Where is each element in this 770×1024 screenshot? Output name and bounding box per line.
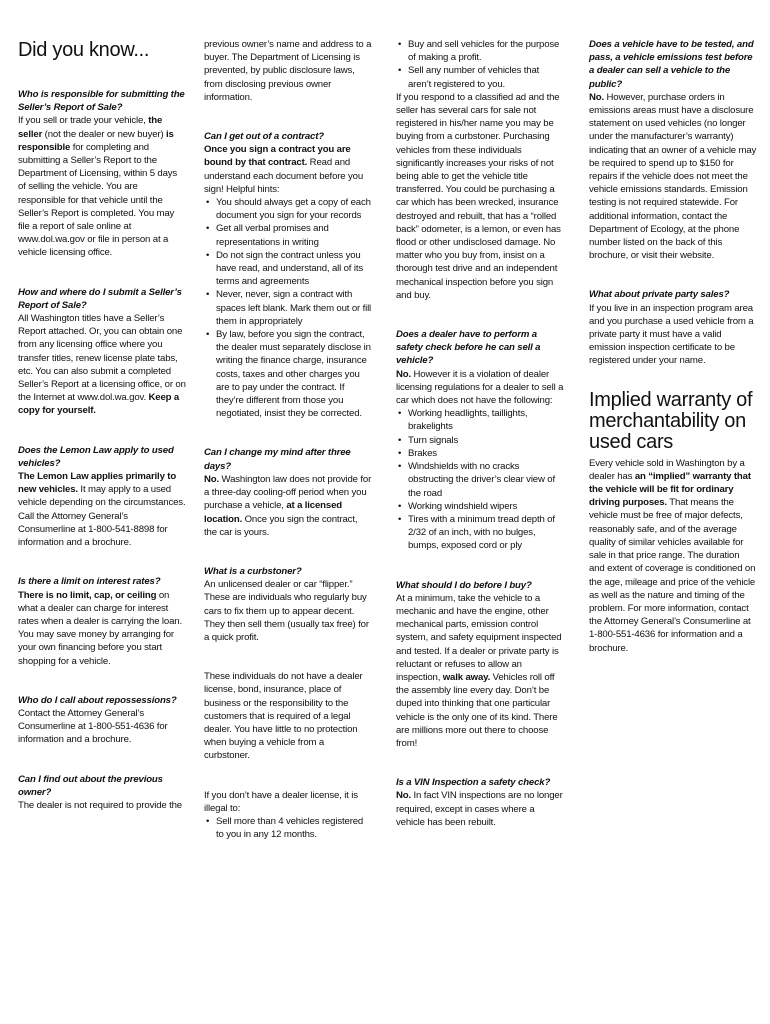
question-safety-check: Does a dealer have to perform a safety check before he can sell a vehicle? xyxy=(396,329,541,367)
question-private-party: What about private party sales? xyxy=(589,289,730,301)
list-item: • You should always get a copy of each document you sign for your records xyxy=(216,196,372,222)
illegal-list-cont xyxy=(396,38,564,91)
section-title-implied-warranty: Implied warranty of merchantability on used cars xyxy=(589,388,753,453)
column-1 xyxy=(18,38,186,812)
answer-lemon-law: The Lemon Law applies primarily to new vehicles. It may apply to a used vehicle depending on the circumstances. Call the Attorney General’s Consumerline at 1-800-541-8898 for information and a brochure. xyxy=(18,471,186,549)
list-item: • Buy and sell vehicles for the purpose of making a profit. xyxy=(408,38,564,64)
answer-previous-owner-cont: previous owner’s name and address to a buyer. The Department of Licensing is prevented, by public disclosure laws, from disclosing previous owner information. xyxy=(204,39,372,103)
question-interest-rates: Is there a limit on interest rates? xyxy=(18,576,161,588)
question-previous-owner: Can I find out about the previous owner? xyxy=(18,773,163,798)
main-title: Did you know... xyxy=(18,39,150,61)
implied-warranty-text: Every vehicle sold in Washington by a dealer has an “implied” warranty that the vehicle will be fit for ordinary driving purposes. That means the vehicle must be free of major defects, reasonably safe, and of the average quality of similar vehicles available for sale in that price range. The duration and extent of coverage is conditioned on the age, mileage and price of the vehicle as well as the nature and timing of the problem. For more information, contact the Attorney General’s Consumerline at 1-800-551-4636 for information and a brochure. xyxy=(589,457,756,654)
question-lemon-law: Does the Lemon Law apply to used vehicles? xyxy=(18,444,174,469)
list-item: • Turn signals xyxy=(408,434,564,447)
answer-interest-rates: There is no limit, cap, or ceiling on what a dealer can charge for interest rates when a dealer is carrying the loan. You may save money by arranging for your own financing before you start shopping for a vehicle. xyxy=(18,589,182,667)
question-three-days: Can I change my mind after three days? xyxy=(204,447,351,472)
answer-vin-inspection: No. In fact VIN inspections are no longer required, except in cases where a vehicle has been rebuilt. xyxy=(396,790,563,828)
list-item: • Working headlights, taillights, brakelights xyxy=(408,407,564,433)
list-item: • Sell more than 4 vehicles registered to you in any 12 months. xyxy=(216,815,372,841)
contract-hints-list xyxy=(204,196,372,420)
list-item: • Get all verbal promises and representations in writing xyxy=(216,222,372,248)
list-item: • Sell any number of vehicles that aren’t registered to you. xyxy=(408,64,564,90)
answer-curbstoner-illegal: If you don’t have a dealer license, it is illegal to: xyxy=(204,789,358,814)
answer-curbstoner-protection: These individuals do not have a dealer license, bond, insurance, place of business or the responsibility to the customers that is required of a legal dealer. You have little to no protection when buying a vehicle from a curbstoner. xyxy=(204,671,363,762)
list-item: • Working windshield wipers xyxy=(408,500,564,513)
answer-private-party: If you live in an inspection program area and you purchase a used vehicle from a private party it must have a valid emission inspection certificate to be registered under your name. xyxy=(589,302,754,367)
question-sellers-report: Who is responsible for submitting the Seller’s Report of Sale? xyxy=(18,89,185,114)
illegal-list xyxy=(204,815,372,841)
question-curbstoner: What is a curbstoner? xyxy=(204,565,302,577)
answer-previous-owner: The dealer is not required to provide the xyxy=(18,799,182,811)
answer-safety-check: No. However it is a violation of dealer licensing regulations for a dealer to sell a car which does not have the following: xyxy=(396,368,564,407)
answer-submit-report: All Washington titles have a Seller’s Report attached. Or, you can obtain one from any licensing office where you transfer titles, renew license plate tabs, etc. You can also submit a completed Seller’s Report at a licensing office, or on the Internet at www.dol.wa.gov. Keep a copy for yourself. xyxy=(18,313,186,417)
list-item: • Never, never, sign a contract with spaces left blank. Mark them out or fill them in appropriately xyxy=(216,288,372,328)
list-item: • Tires with a minimum tread depth of 2/32 of an inch, with no bulges, bumps, exposed cord or ply xyxy=(408,513,564,553)
answer-repossessions: Contact the Attorney General’s Consumerline at 1-800-551-4636 for information and a brochure. xyxy=(18,707,168,746)
answer-emissions-test: No. However, purchase orders in emissions areas must have a disclosure statement on used vehicles (no longer under the manufacturer’s warranty) indicating that an owner of a vehicle may be required to spend up to $150 for repairs if the vehicle does not meet the vehicle emissions standards. Emission testing is not required statewide. For additional information, contact the Department of Ecology, at the phone number listed on the back of this brochure, or visit their website. xyxy=(589,91,757,262)
question-contract: Can I get out of a contract? xyxy=(204,131,324,143)
column-3 xyxy=(396,38,564,829)
list-item: • Brakes xyxy=(408,447,564,460)
list-item: • Do not sign the contract unless you have read, and understand, all of its terms and agreements xyxy=(216,249,372,289)
question-emissions-test: Does a vehicle have to be tested, and pass, a vehicle emissions test before a dealer can sell a vehicle to the public? xyxy=(589,39,754,90)
question-repossessions: Who do I call about repossessions? xyxy=(18,694,177,706)
column-2 xyxy=(204,38,372,841)
safety-items-list xyxy=(396,407,564,552)
question-submit-report: How and where do I submit a Seller’s Report of Sale? xyxy=(18,286,182,311)
answer-contract: Once you sign a contract you are bound by that contract. Read and understand each document before you sign! Helpful hints: xyxy=(204,144,364,195)
answer-three-days: No. Washington law does not provide for a three-day cooling-off period when you purchase a vehicle, at a licensed location. Once you sign the contract, the car is yours. xyxy=(204,473,372,538)
answer-curbstoner: An unlicensed dealer or car “flipper.” These are individuals who regularly buy cars to fix them up to appear decent. They then sell them (usually tax free) for a quick profit. xyxy=(204,579,369,643)
list-item: • By law, before you sign the contract, the dealer must separately disclose in writing the finance charge, insurance costs, taxes and other charges you are to pay under the contract. If they’re different from those you negotiated, insist they be corrected. xyxy=(216,328,372,420)
list-item: • Windshields with no cracks obstructing the driver’s clear view of the road xyxy=(408,460,564,500)
question-before-buy: What should I do before I buy? xyxy=(396,579,532,591)
answer-before-buy: At a minimum, take the vehicle to a mechanic and have the engine, other mechanical parts, emission control system, and safety equipment inspected and tested. If a dealer or private party is reluctant or refuses to allow an inspection, walk away. Vehicles roll off the assembly line every day. Don’t be duped into thinking that one particular vehicle is the only one of its kind. There are millions more out there to choose from! xyxy=(396,592,562,749)
question-vin-inspection: Is a VIN Inspection a safety check? xyxy=(396,777,551,789)
answer-sellers-report: If you sell or trade your vehicle, the seller (not the dealer or new buyer) is responsible for completing and submitting a Seller’s Report to the Department of Licensing, within 5 days of selling the vehicle. You are responsible for that vehicle until the Seller’s Report is completed. You may file a report of sale online at www.dol.wa.gov or file in person at a vehicle licensing office. xyxy=(18,115,178,259)
column-4 xyxy=(589,38,757,655)
classified-ad-warning: If you respond to a classified ad and the seller has several cars for sale not registered in his/her name you may be buying from a curbstoner. Purchasing vehicles from these individuals significantly increases your risks of not being able to get the vehicle title transferred. You could be purchasing a car which has been wrecked, insurance destroyed and rebuilt, that has a “rolled back” odometer, is a lemon, or even has flood or other undisclosed damage. No matter who you buy from, insist on a thorough test drive and an independent mechanical inspection before you sign and buy. xyxy=(396,91,561,301)
